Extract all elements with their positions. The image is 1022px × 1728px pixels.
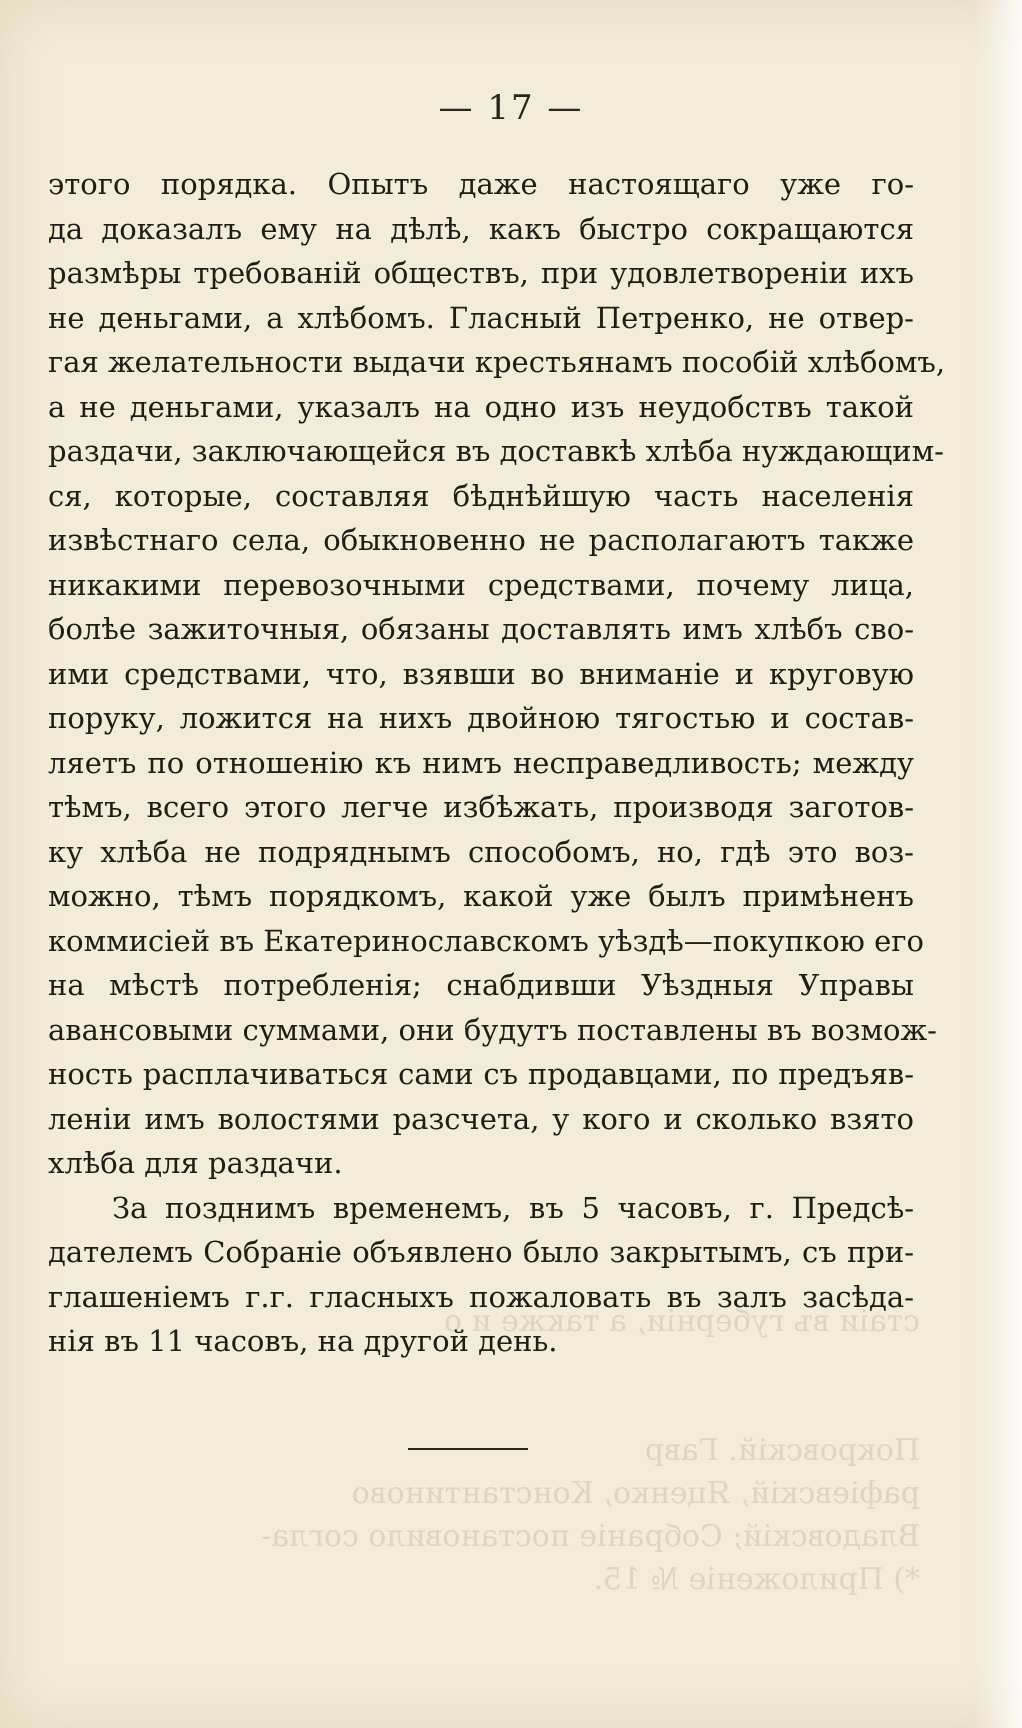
text-line: а не деньгами, указалъ на одно изъ неудобствъ такой [48,389,914,424]
text-line: размѣры требованій обществъ, при удовлетвореніи ихъ [48,256,914,290]
text-line: поруку, ложится на нихъ двойною тягостью и состав- [48,701,914,735]
paragraph-first-line: За позднимъ временемъ, въ 5 часовъ, г. Предсѣ- [112,1190,914,1225]
text-line: этого порядка. Опытъ даже настоящаго уже го- [48,167,914,201]
text-line: раздачи, заключающейся въ доставкѣ хлѣба нуждающим- [48,434,944,468]
text-line: на мѣстѣ потребленія; снабдивши Уѣздныя Управы [48,968,914,1002]
text-line: можно, тѣмъ порядкомъ, какой уже былъ примѣненъ [48,879,914,913]
text-line: извѣстнаго села, обыкновенно не располагаютъ также [48,523,914,557]
bleed-through-text: стаіи въ губерніи, а также и о Покровскій. Гавр рафіевскій, Яценко, Константиново Владовскій; Собраніе постановило согла- *) Приложеніе № 15. [261,1304,920,1597]
text-line: дателемъ Собраніе объявлено было закрытымъ, съ при- [48,1235,914,1269]
text-line: ку хлѣба не подряднымъ способомъ, но, гдѣ это воз- [48,834,914,869]
text-line: болѣе зажиточныя, обязаны доставлять имъ хлѣбъ сво- [48,612,914,646]
text-line: да доказалъ ему на дѣлѣ, какъ быстро сокращаются [48,211,914,246]
section-divider-rule [408,1448,528,1450]
text-line: ляетъ по отношенію къ нимъ несправедливость; между [48,745,914,780]
body-text [48,162,946,1364]
text-line: хлѣба для раздачи. [48,1146,343,1180]
text-line: никакими перевозочными средствами, почему лица, [48,567,914,602]
text-line: ность расплачиваться сами съ продавцами, по предъяв- [48,1057,914,1091]
text-line: коммисіей въ Екатеринославскомъ уѣздѣ—покупкою его [48,923,924,958]
text-line: глашеніемъ г.г. гласныхъ пожаловать въ залъ засѣда- [48,1279,914,1314]
text-line: тѣмъ, всего этого легче избѣжать, производя заготов- [48,790,914,824]
text-line: леніи имъ волостями разсчета, у кого и сколько взято [48,1101,914,1136]
text-line: не деньгами, а хлѣбомъ. Гласный Петренко, не отвер- [48,300,914,335]
text-line: нія въ 11 часовъ, на другой день. [48,1324,558,1358]
text-line: авансовыми суммами, они будутъ поставлены въ возмож- [48,1012,937,1047]
text-line: гая желательности выдачи крестьянамъ пособій хлѣбомъ, [48,345,946,379]
text-line: ими средствами, что, взявши во вниманіе и круговую [48,656,914,691]
page-number: — 17 — [438,88,584,128]
text-line: ся, которые, составляя бѣднѣйшую часть населенія [48,478,914,513]
